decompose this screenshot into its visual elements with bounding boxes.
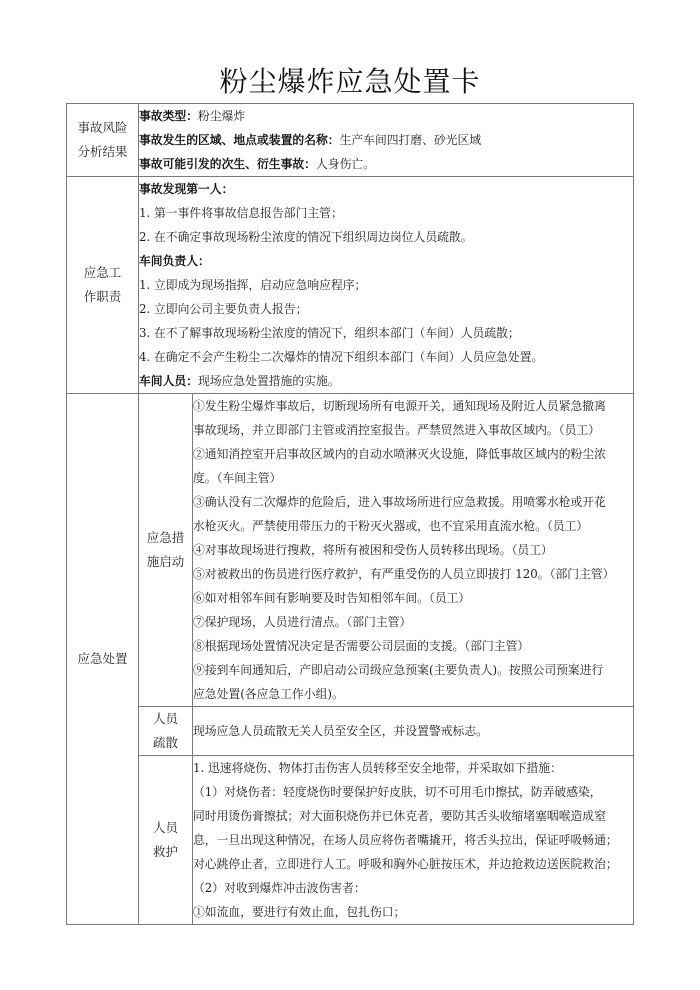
rescue-line: （1）对烧伤者：轻度烧伤时要保护好皮肤，切不可用毛巾擦拭，防弄破感染， (193, 785, 602, 799)
measure-line: ②通知消控室开启事故区域内的自动水喷淋灭火设施，降低事故区域内的粉尘浓 (193, 447, 606, 461)
workshop-staff (139, 369, 633, 393)
measure-line: ⑧根据现场处置情况决定是否需要公司层面的支援。（部门主管） (193, 639, 530, 653)
rescue-line: 同时用烫伤膏擦拭；对大面积烧伤并已休克者，要防其舌头收缩堵塞咽喉造成窒 (193, 809, 606, 823)
disposal-launch-row (67, 394, 634, 707)
measure-line: ⑥如对相邻车间有影响要及时告知相邻车间。（员工） (193, 591, 471, 605)
field-value: 粉尘爆炸 (198, 109, 246, 123)
field-key: 车间人员： (139, 374, 198, 388)
evacuation-label (139, 707, 193, 756)
disposal-label: 应急处置 (67, 394, 139, 925)
label-line: 事故风险 (77, 120, 128, 135)
risk-analysis-label (67, 104, 139, 177)
rescue-line: 1. 迅速将烧伤、物体打击伤害人员转移至安全地带，并采取如下措施： (193, 761, 562, 775)
rescue-line: ①如流血，要进行有效止血，包扎伤口； (193, 905, 406, 919)
page-title: 粉尘爆炸应急处置卡 (219, 65, 481, 98)
accident-location (139, 128, 633, 152)
duty-item: 4. 在确定不会产生粉尘二次爆炸的情况下组织本部门（车间）人员应急处置。 (139, 350, 544, 364)
field-key: 事故可能引发的次生、衍生事故： (139, 157, 316, 171)
duty-item: 3. 在不了解事故现场粉尘浓度的情况下，组织本部门（车间）人员疏散； (139, 326, 520, 340)
evacuation-text: 现场应急人员疏散无关人员至安全区，并设置警戒标志。 (193, 724, 488, 738)
emergency-card-table (66, 103, 634, 925)
duty-item: 2. 在不确定事故现场粉尘浓度的情况下组织周边岗位人员疏散。 (139, 230, 473, 244)
risk-analysis-content (139, 104, 634, 177)
rescue-line: 息，一旦出现这种情况，在场人员应将伤者嘴撬开，将舌头拉出，保证呼吸畅通； (193, 833, 618, 847)
field-value: 人身伤亡。 (315, 157, 375, 171)
rescue-label (139, 756, 193, 925)
secondary-accidents (139, 152, 633, 176)
launch-label (139, 394, 193, 707)
label-line: 施启动 (146, 554, 185, 569)
risk-analysis-row (67, 104, 634, 177)
rescue-row (67, 756, 634, 925)
duty-item: 1. 立即成为现场指挥，启动应急响应程序； (139, 278, 367, 292)
first-person-heading: 事故发现第一人： (139, 182, 234, 196)
rescue-line: 对心跳停止者，立即进行人工。呼吸和胸外心脏按压术，并边抢救边送医院救治； (193, 857, 618, 871)
rescue-line: （2）对收到爆炸冲击波伤害者： (193, 881, 366, 895)
label-line: 分析结果 (77, 144, 128, 159)
duties-label (67, 177, 139, 394)
duty-item: 1. 第一事件将事故信息报告部门主管； (139, 206, 343, 220)
measure-line: 应急处置(各应急工作小组)。 (193, 687, 344, 701)
label-line: 应急工 (83, 265, 122, 280)
measure-line: 事故现场，并立即部门主管或消控室报告。严禁贸然进入事故区域内。（员工） (193, 423, 600, 437)
field-value: 现场应急处置措施的实施。 (198, 374, 340, 388)
measure-line: ⑦保护现场，人员进行清点。（部门主管） (193, 615, 412, 629)
duties-row (67, 177, 634, 394)
measure-line: ④对事故现场进行搜救，将所有被困和受伤人员转移出现场。（员工） (193, 543, 553, 557)
field-key: 事故发生的区域、地点或装置的名称： (139, 133, 340, 147)
evacuation-content (193, 707, 634, 756)
duties-content (139, 177, 634, 394)
measure-line: ⑨接到车间通知后，产即启动公司级应急预案(主要负责人)。按照公司预案进行 (193, 663, 604, 677)
measure-line: 水枪灭火。严禁使用带压力的干粉灭火器或，也不宜采用直流水枪。（员工） (193, 519, 589, 533)
label-line: 应急措 (146, 530, 185, 545)
measure-line: 度。（车间主管） (193, 471, 282, 485)
measure-line: ⑤对被救出的伤员进行医疗救护，有严重受伤的人员立即拔打 120。（部门主管） (193, 567, 615, 581)
workshop-leader-heading: 车间负责人： (139, 254, 210, 268)
field-key: 事故类型： (139, 109, 198, 123)
label-line: 救护 (152, 844, 178, 859)
evacuation-row (67, 707, 634, 756)
label-line: 疏散 (152, 735, 178, 750)
field-value: 生产车间四打磨、砂光区域 (339, 133, 482, 147)
measure-line: ③确认没有二次爆炸的危险后，进入事故场所进行应急救援。用喷雾水枪或开花 (193, 495, 606, 509)
launch-content (193, 394, 634, 707)
label-line: 人员 (152, 711, 178, 726)
accident-type (139, 104, 633, 128)
measure-line: ①发生粉尘爆炸事故后，切断现场所有电源开关，通知现场及附近人员紧急撤离 (193, 399, 606, 413)
duty-item: 2. 立即向公司主要负责人报告； (139, 302, 308, 316)
rescue-content (193, 756, 634, 925)
label-line: 人员 (152, 820, 178, 835)
label-line: 作职责 (83, 289, 122, 304)
